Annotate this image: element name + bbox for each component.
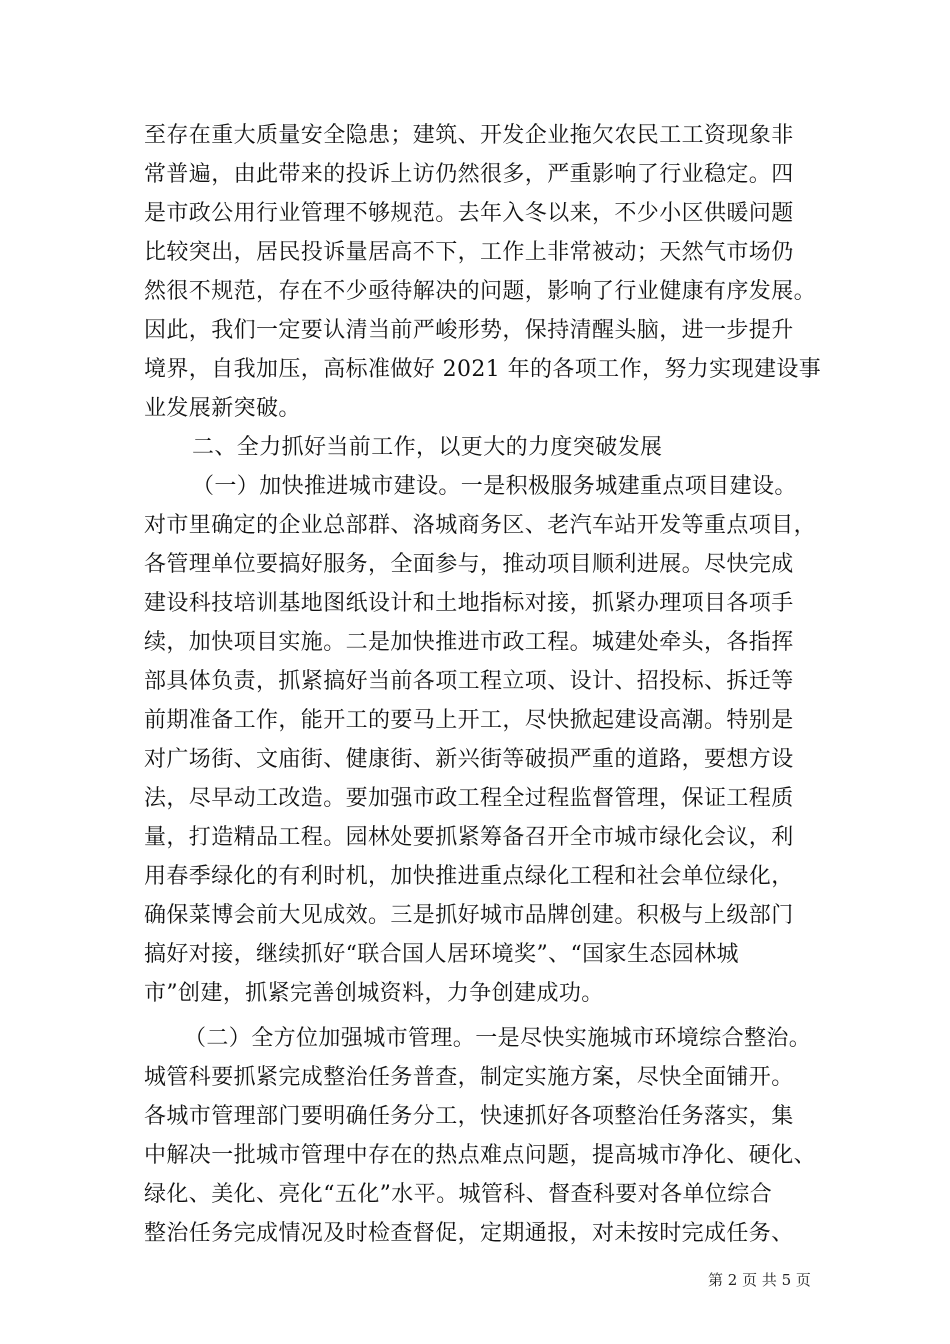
subsection-lead-line: （一）加快推进城市建设。一是积极服务城建重点项目建设。 [192, 474, 797, 499]
page-number: 第 2 页 共 5 页 [708, 1271, 811, 1289]
text-line: 建设科技培训基地图纸设计和土地指标对接，抓紧办理项目各项手 [144, 591, 794, 616]
text-line: 对广场街、文庙街、健康街、新兴街等破损严重的道路，要想方设 [144, 747, 794, 772]
text-line: 各城市管理部门要明确任务分工，快速抓好各项整治任务落实，集 [144, 1104, 794, 1129]
section-heading: 二、全力抓好当前工作，以更大的力度突破发展 [192, 435, 663, 460]
body-text [144, 116, 834, 1253]
text-line: 常普遍，由此带来的投诉上访仍然很多，严重影响了行业稳定。四 [144, 162, 794, 187]
text-line: 境界，自我加压，高标准做好 2021 年的各项工作，努力实现建设事 [144, 357, 822, 382]
text-line: 前期准备工作，能开工的要马上开工，尽快掀起建设高潮。特别是 [144, 708, 794, 733]
text-line: 搞好对接，继续抓好“联合国人居环境奖”、“国家生态园林城 [144, 942, 739, 967]
text-line: 城管科要抓紧完成整治任务普查，制定实施方案，尽快全面铺开。 [144, 1065, 794, 1090]
text-line: 法，尽早动工改造。要加强市政工程全过程监督管理，保证工程质 [144, 786, 794, 811]
text-line: 中解决一批城市管理中存在的热点难点问题，提高城市净化、硬化、 [144, 1143, 817, 1168]
text-line: 因此，我们一定要认清当前严峻形势，保持清醒头脑，进一步提升 [144, 318, 794, 343]
text-line: 整治任务完成情况及时检查督促，定期通报，对未按时完成任务、 [144, 1221, 794, 1246]
text-line: 用春季绿化的有利时机，加快推进重点绿化工程和社会单位绿化， [144, 864, 794, 889]
text-line: 比较突出，居民投诉量居高不下，工作上非常被动；天然气市场仍 [144, 240, 794, 265]
text-line: 确保菜博会前大见成效。三是抓好城市品牌创建。积极与上级部门 [144, 903, 794, 928]
text-line: 绿化、美化、亮化“五化”水平。城管科、督查科要对各单位综合 [144, 1182, 773, 1207]
text-line: 各管理单位要搞好服务，全面参与，推动项目顺利进展。尽快完成 [144, 552, 794, 577]
text-line: 部具体负责，抓紧搞好当前各项工程立项、设计、招投标、拆迁等 [144, 669, 794, 694]
subsection-lead-line: （二）全方位加强城市管理。一是尽快实施城市环境综合整治。 [184, 1026, 812, 1051]
text-line: 然很不规范，存在不少亟待解决的问题，影响了行业健康有序发展。 [144, 279, 817, 304]
text-line: 量，打造精品工程。园林处要抓紧筹备召开全市城市绿化会议，利 [144, 825, 794, 850]
text-line: 至存在重大质量安全隐患；建筑、开发企业拖欠农民工工资现象非 [144, 123, 794, 148]
text-line: 对市里确定的企业总部群、洛城商务区、老汽车站开发等重点项目， [144, 513, 817, 538]
text-line: 市”创建，抓紧完善创城资料，力争创建成功。 [144, 981, 604, 1006]
text-line: 业发展新突破。 [144, 396, 301, 421]
text-line: 续，加快项目实施。二是加快推进市政工程。城建处牵头，各指挥 [144, 630, 794, 655]
text-line: 是市政公用行业管理不够规范。去年入冬以来，不少小区供暖问题 [144, 201, 794, 226]
